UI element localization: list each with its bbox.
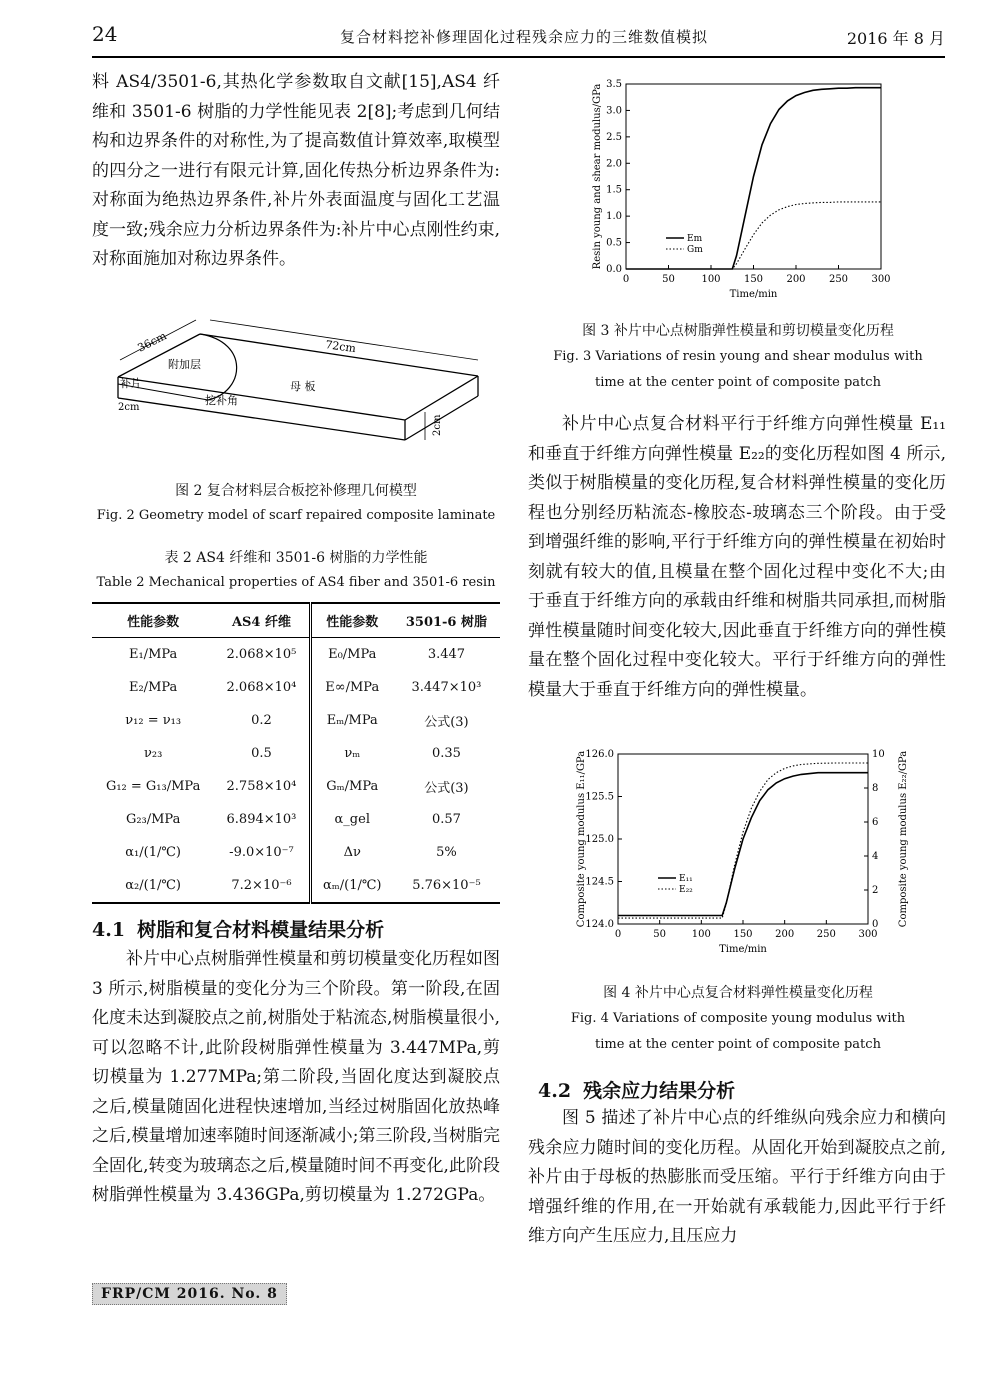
table-cell: 2.758×10⁴ xyxy=(214,770,310,803)
right-paragraph-1: 补片中心点复合材料平行于纤维方向弹性模量 E₁₁和垂直于纤维方向弹性模量 E₂₂的变化历程如图 4 所示,类似于树脂模量的变化历程,复合材料弹性模量的变化历程也分别经历粘流态-橡胶态-玻璃态三个阶段。由于受到增强纤维的影响,平行于纤维方向的弹性模量在初始时刻就有较大的值,且模量在整个固化过程中变化不大;由于垂直于纤维方向的承载由纤维和树脂共同承担,而树脂弹性模量随时间变化较大,因此垂直于纤维方向的弹性模量在整个固化过程中变化较大。平行于纤维方向的弹性模量大于垂直于纤维方向的弹性模量。 xyxy=(528,414,946,700)
table-cell: E∞/MPa xyxy=(325,680,380,695)
table-cell: Δν xyxy=(343,845,361,860)
table-cell: α₁/(1/℃) xyxy=(125,845,181,860)
right-body-1 xyxy=(528,410,946,705)
y-tick-label: 2.0 xyxy=(606,158,622,170)
legend-label: E₁₁ xyxy=(679,874,693,884)
x-tick-label: 150 xyxy=(733,929,753,940)
table-cell: E₁/MPa xyxy=(128,647,178,662)
table-header-cell: 性能参数 xyxy=(127,615,180,630)
y-tick-label: 124.5 xyxy=(585,876,614,888)
table-row xyxy=(92,836,500,869)
table-cell: 5% xyxy=(436,845,457,860)
legend-label: Gm xyxy=(687,245,703,255)
table-cell: αₘ/(1/℃) xyxy=(323,878,382,893)
table-cell: E₀/MPa xyxy=(328,647,377,662)
table-cell: Eₘ/MPa xyxy=(326,713,378,728)
y-tick-label: 126.0 xyxy=(585,749,614,760)
header-date: 2016 年 8 月 xyxy=(846,29,945,48)
table-row xyxy=(92,770,500,803)
table-header-cell: 3501-6 树脂 xyxy=(405,615,488,630)
table-row xyxy=(92,671,500,704)
table-cell: 公式(3) xyxy=(424,781,469,796)
fig3-caption-en-1: Fig. 3 Variations of resin young and shear modulus with xyxy=(553,349,923,364)
table-cell: -9.0×10⁻⁷ xyxy=(214,836,310,869)
table-cell: 0.35 xyxy=(431,746,461,761)
table-row xyxy=(92,803,500,836)
table-cell: 0.2 xyxy=(214,704,310,737)
x-tick-label: 100 xyxy=(691,929,711,940)
x-tick-label: 300 xyxy=(858,929,878,940)
fig2-dim-2-left: 2cm xyxy=(118,402,140,413)
left-top-paragraph: 料 AS4/3501-6,其热化学参数取自文献[15],AS4 纤维和 3501-6 树脂的力学性能见表 2[8];考虑到几何结构和边界条件的对称性,为了提高数值计算效率,取模型的四分之一进行有限元计算,固化传热分析边界条件为:对称面为绝热边界条件,补片外表面温度与固化工艺温度一致;残余应力分析边界条件为:补片中心点刚性约束,对称面施加对称边界条件。 xyxy=(92,72,500,269)
journal-footer-tag: FRP/CM 2016. No. 8 xyxy=(92,1283,287,1305)
y-axis-label: Resin young and shear modulus/GPa xyxy=(592,83,603,270)
x-tick-label: 100 xyxy=(701,274,721,285)
table-row xyxy=(92,638,500,672)
section-4-1-paragraph: 补片中心点树脂弹性模量和剪切模量变化历程如图 3 所示,树脂模量的变化分为三个阶段。第一阶段,在固化度未达到凝胶点之前,树脂处于粘流态,树脂模量很小,可以忽略不计,此阶段树脂弹性模量为 3.447MPa,剪切模量为 1.277MPa;第二阶段,当固化度达到凝胶点之后,模量随固化进程快速增加,当经过树脂固化放热峰之后,模量增加速率随时间逐渐减小;第三阶段,当树脂完全固化,转变为玻璃态之后,模量随时间不再变化,此阶段树脂弹性模量为 3.436GPa,剪切模量为 1.272GPa。 xyxy=(92,949,500,1205)
table-cell: νₘ xyxy=(344,746,361,761)
x-tick-label: 250 xyxy=(828,274,849,285)
y-tick-label: 1.5 xyxy=(606,184,622,196)
x-tick-label: 300 xyxy=(871,274,891,285)
table-cell: 公式(3) xyxy=(424,715,469,730)
section-title: 残余应力结果分析 xyxy=(583,1080,736,1102)
fig2-dim-36: 36cm xyxy=(135,329,169,355)
legend-label: E₂₂ xyxy=(679,885,693,895)
table-cell: ν₁₂ = ν₁₃ xyxy=(125,713,182,728)
fig4-caption-en-2: time at the center point of composite patch xyxy=(595,1037,881,1052)
table2-caption-zh: 表 2 AS4 纤维和 3501-6 树脂的力学性能 xyxy=(164,550,428,566)
section-4-2-heading xyxy=(538,1076,735,1103)
table-cell: α₂/(1/℃) xyxy=(125,878,181,893)
x-tick-label: 250 xyxy=(816,929,836,940)
table-cell: 5.76×10⁻⁵ xyxy=(412,878,481,893)
y-tick-label: 125.0 xyxy=(585,834,614,845)
table-header-row xyxy=(92,603,500,638)
x-tick-label: 200 xyxy=(775,929,795,940)
fig4-chart xyxy=(570,742,920,972)
fig2-dim-2-right: 2cm xyxy=(432,414,443,436)
fig2-label-fujiaceng: 附加层 xyxy=(168,358,201,371)
table-cell: 0.5 xyxy=(214,737,310,770)
table-cell: Gₘ/MPa xyxy=(326,779,379,794)
section-4-1-body xyxy=(92,945,500,1211)
section-title: 树脂和复合材料模量结果分析 xyxy=(137,919,385,941)
table-cell: 3.447×10³ xyxy=(411,680,482,695)
fig3-caption-en-2: time at the center point of composite patch xyxy=(595,375,881,390)
table2-mechanical-properties xyxy=(92,602,500,904)
x-tick-label: 0 xyxy=(614,929,622,940)
y-right-tick-label: 8 xyxy=(872,783,879,794)
section-number: 4.1 xyxy=(92,919,126,941)
table-cell: 6.894×10³ xyxy=(214,803,310,836)
table-cell: ν₂₃ xyxy=(143,746,163,761)
table-cell: 2.068×10⁵ xyxy=(214,638,310,672)
table-cell: 2.068×10⁴ xyxy=(214,671,310,704)
fig2-label-muban: 母 板 xyxy=(290,380,316,393)
header-rule xyxy=(92,56,945,58)
running-title: 复合材料挖补修理固化过程残余应力的三维数值模拟 xyxy=(340,28,709,46)
fig2-caption-en: Fig. 2 Geometry model of scarf repaired composite laminate xyxy=(96,508,496,523)
fig2-label-wabujiao: 挖补角 xyxy=(205,394,238,407)
fig2-dim-72: 72cm xyxy=(324,338,357,356)
series-line-1 xyxy=(618,773,868,916)
table-cell: 3.447 xyxy=(427,647,466,662)
y-right-tick-label: 0 xyxy=(872,919,879,930)
page-number: 24 xyxy=(92,22,118,46)
fig2-geometry-diagram xyxy=(100,312,500,462)
section-number: 4.2 xyxy=(538,1080,572,1102)
x-tick-label: 200 xyxy=(786,274,806,285)
y-tick-label: 124.0 xyxy=(585,919,614,930)
x-axis-label: Time/min xyxy=(729,289,778,300)
table-header-cell: AS4 纤维 xyxy=(214,603,310,638)
fig4-caption-zh: 图 4 补片中心点复合材料弹性模量变化历程 xyxy=(603,985,873,1001)
y-axis-label: Composite young modulus E₁₁/GPa xyxy=(576,750,587,928)
x-tick-label: 0 xyxy=(622,274,630,285)
table-cell: G₁₂ = G₁₃/MPa xyxy=(105,779,201,794)
y-right-tick-label: 2 xyxy=(872,885,879,896)
fig4-caption-en-1: Fig. 4 Variations of composite young modulus with xyxy=(570,1011,906,1026)
y-tick-label: 3.0 xyxy=(606,105,622,117)
x-tick-label: 50 xyxy=(653,929,667,940)
y-right-tick-label: 10 xyxy=(872,749,885,760)
fig3-chart xyxy=(588,70,908,310)
y-tick-label: 125.5 xyxy=(585,791,614,803)
table-cell: G₂₃/MPa xyxy=(125,812,181,827)
x-axis-label: Time/min xyxy=(719,944,767,955)
x-tick-label: 50 xyxy=(662,274,675,285)
fig2-caption-zh: 图 2 复合材料层合板挖补修理几何模型 xyxy=(175,483,417,499)
fig3-caption-zh: 图 3 补片中心点树脂弹性模量和剪切模量变化历程 xyxy=(582,323,894,339)
table-cell: 0.57 xyxy=(431,812,461,827)
series-line-2 xyxy=(626,202,881,269)
section-4-2-body xyxy=(528,1104,946,1252)
table-cell: E₂/MPa xyxy=(128,680,178,695)
table-cell: α_gel xyxy=(334,812,370,827)
fig2-label-buping: 补片 xyxy=(120,377,142,390)
left-top-text xyxy=(92,68,500,275)
y-right-tick-label: 4 xyxy=(872,851,879,862)
y-tick-label: 0.5 xyxy=(606,237,622,249)
legend-label: Em xyxy=(687,234,703,244)
section-4-2-paragraph: 图 5 描述了补片中心点的纤维纵向残余应力和横向残余应力随时间的变化历程。从固化开始到凝胶点之前,补片由于母板的热膨胀而受压缩。平行于纤维方向由于增强纤维的作用,在一开始就有承载能力,因此平行于纤维方向产生压应力,且压应力 xyxy=(528,1108,946,1246)
y-tick-label: 2.5 xyxy=(606,131,622,143)
table-cell: 7.2×10⁻⁶ xyxy=(214,869,310,903)
y-tick-label: 0.0 xyxy=(606,264,622,275)
y-tick-label: 1.0 xyxy=(606,211,622,223)
table2-caption-en: Table 2 Mechanical properties of AS4 fiber and 3501-6 resin xyxy=(96,575,496,590)
series-line-1 xyxy=(626,88,881,269)
y-tick-label: 3.5 xyxy=(606,79,622,90)
table-header-cell: 性能参数 xyxy=(326,615,379,630)
section-4-1-heading xyxy=(92,915,384,942)
x-tick-label: 150 xyxy=(743,274,764,285)
table-row xyxy=(92,737,500,770)
y-axis-right-label: Composite young modulus E₂₂/GPa xyxy=(898,750,909,928)
table-row xyxy=(92,704,500,737)
y-right-tick-label: 6 xyxy=(872,817,879,828)
table-row xyxy=(92,869,500,903)
